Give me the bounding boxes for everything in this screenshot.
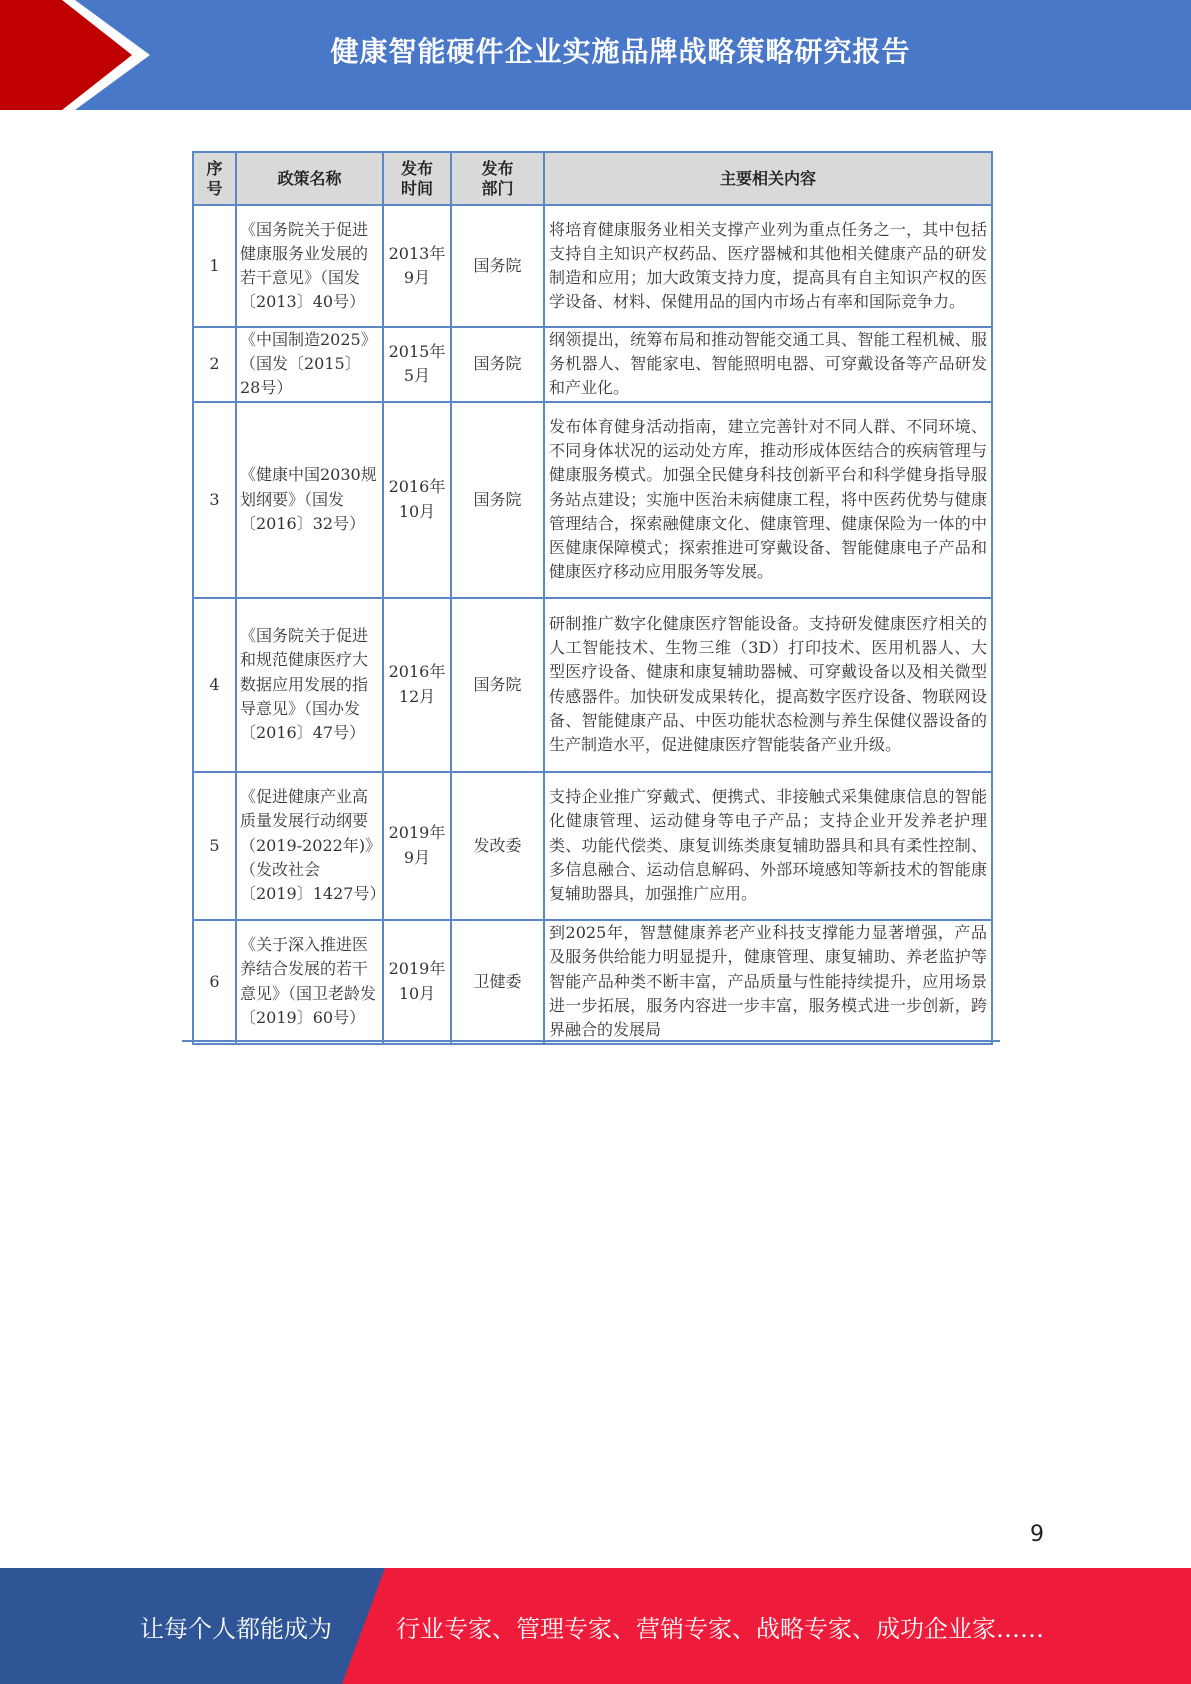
page-header [0, 0, 1191, 110]
cell-dept: 国务院 [451, 598, 544, 772]
cell-no: 3 [193, 402, 236, 598]
footer-slogan-right: 行业专家、管理专家、营销专家、战略专家、成功企业家…… [396, 1614, 1044, 1643]
column-header-no: 序号 [193, 152, 236, 205]
table-row [193, 920, 992, 1044]
cell-policy-name: 《关于深入推进医养结合发展的若干意见》（国卫老龄发〔2019〕60号） [236, 920, 383, 1044]
column-header-time: 发布时间 [383, 152, 451, 205]
cell-time: 2019年9月 [383, 772, 451, 920]
cell-content: 研制推广数字化健康医疗智能设备。支持研发健康医疗相关的人工智能技术、生物三维（3D）打印技术、医用机器人、大型医疗设备、健康和康复辅助器械、可穿戴设备以及相关微型传感器件。加快研发成果转化，提高数字医疗设备、物联网设备、智能健康产品、中医功能状态检测与养生保健仪器设备的生产制造水平，促进健康医疗智能装备产业升级。 [544, 598, 992, 772]
table-bottom-rule [182, 1040, 1000, 1042]
cell-no: 5 [193, 772, 236, 920]
cell-dept: 发改委 [451, 772, 544, 920]
cell-no: 2 [193, 327, 236, 402]
cell-no: 1 [193, 205, 236, 327]
footer-slogan-left: 让每个人都能成为 [140, 1614, 332, 1643]
cell-content: 发布体育健身活动指南，建立完善针对不同人群、不同环境、不同身体状况的运动处方库，推动形成体医结合的疾病管理与健康服务模式。加强全民健身科技创新平台和科学健身指导服务站点建设；实施中医治未病健康工程，将中医药优势与健康管理结合，探索融健康文化、健康管理、健康保险为一体的中医健康保障模式；探索推进可穿戴设备、智能健康电子产品和健康医疗移动应用服务等发展。 [544, 402, 992, 598]
cell-content: 纲领提出，统筹布局和推动智能交通工具、智能工程机械、服务机器人、智能家电、智能照明电器、可穿戴设备等产品研发和产业化。 [544, 327, 992, 402]
cell-policy-name: 《中国制造2025》（国发〔2015〕28号） [236, 327, 383, 402]
cell-policy-name: 《国务院关于促进健康服务业发展的若干意见》（国发〔2013〕40号） [236, 205, 383, 327]
cell-time: 2019年10月 [383, 920, 451, 1044]
cell-dept: 国务院 [451, 402, 544, 598]
cell-time: 2015年5月 [383, 327, 451, 402]
column-header-name: 政策名称 [236, 152, 383, 205]
table-row [193, 772, 992, 920]
policy-table-container [192, 151, 991, 1045]
cell-time: 2013年9月 [383, 205, 451, 327]
cell-dept: 国务院 [451, 327, 544, 402]
cell-content: 到2025年，智慧健康养老产业科技支撑能力显著增强，产品及服务供给能力明显提升，健康管理、康复辅助、养老监护等智能产品种类不断丰富，产品质量与性能持续提升，应用场景进一步拓展，服务内容进一步丰富，服务模式进一步创新，跨界融合的发展局 [544, 920, 992, 1044]
cell-policy-name: 《国务院关于促进和规范健康医疗大数据应用发展的指导意见》（国办发〔2016〕47号） [236, 598, 383, 772]
page-number: 9 [1030, 1522, 1044, 1547]
cell-no: 4 [193, 598, 236, 772]
cell-policy-name: 《促进健康产业高质量发展行动纲要（2019-2022年)》（发改社会〔2019〕1427号） [236, 772, 383, 920]
column-header-content: 主要相关内容 [544, 152, 992, 205]
cell-content: 支持企业推广穿戴式、便携式、非接触式采集健康信息的智能化健康管理、运动健身等电子产品；支持企业开发养老护理类、功能代偿类、康复训练类康复辅助器具和具有柔性控制、多信息融合、运动信息解码、外部环境感知等新技术的智能康复辅助器具，加强推广应用。 [544, 772, 992, 920]
table-row [193, 327, 992, 402]
cell-no: 6 [193, 920, 236, 1044]
policy-table [192, 151, 993, 1045]
column-header-dept: 发布部门 [451, 152, 544, 205]
page-footer [0, 1568, 1191, 1684]
table-row [193, 402, 992, 598]
header-red-arrow-graphic [0, 0, 150, 110]
table-header-row [193, 152, 992, 205]
cell-time: 2016年12月 [383, 598, 451, 772]
cell-content: 将培育健康服务业相关支撑产业列为重点任务之一，其中包括支持自主知识产权药品、医疗器械和其他相关健康产品的研发制造和应用；加大政策支持力度，提高具有自主知识产权的医学设备、材料、保健用品的国内市场占有率和国际竞争力。 [544, 205, 992, 327]
report-title: 健康智能硬件企业实施品牌战略策略研究报告 [330, 35, 911, 68]
cell-policy-name: 《健康中国2030规划纲要》（国发〔2016〕32号） [236, 402, 383, 598]
cell-dept: 国务院 [451, 205, 544, 327]
cell-time: 2016年10月 [383, 402, 451, 598]
cell-dept: 卫健委 [451, 920, 544, 1044]
table-row [193, 598, 992, 772]
table-row [193, 205, 992, 327]
